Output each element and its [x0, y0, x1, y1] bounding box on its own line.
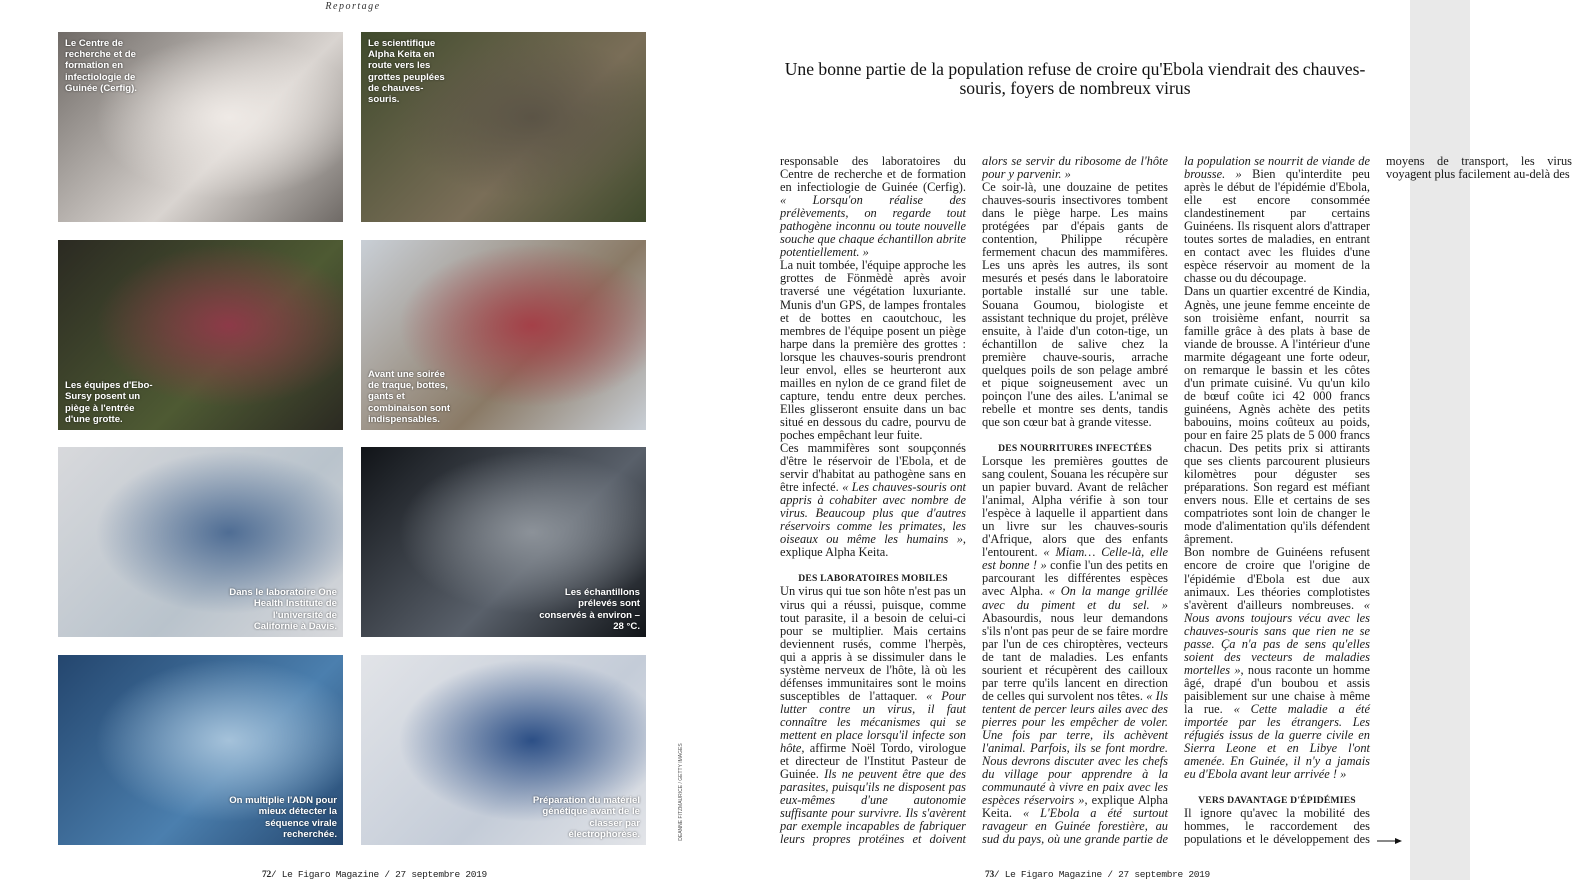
quote-text: « On la mange grillée avec du piment et du sel. »	[982, 584, 1168, 612]
photo	[361, 240, 646, 430]
body-text: Un virus qui tue son hôte n'est pas un virus qui a réussi, puisque, comme tout parasite, il a besoin de celui-ci pour se multiplier. Mais certains deviennent rusés, comme l'herpès, qui a appris à se dissimuler dans le système nerveux de l'hôte, là où les défenses immunitaires sont le moins susceptibles de l'attaquer.	[780, 584, 966, 703]
photo-caption: Le Centre de recherche et de formation en infectiologie de Guinée (Cerfig).	[65, 38, 137, 94]
quote-text: « Lorsqu'on réalise des prélèvements, on regarde tout pathogène inconnu ou toute nouvelle souche que chaque échantillon abrite potentiellement. »	[780, 193, 966, 260]
body-text: , explique Alpha Keita.	[982, 793, 1168, 821]
body-text: responsable des laboratoires du Centre de recherche et de formation en infectiologie de Guinée (Cerfig).	[780, 154, 966, 195]
body-text: , explique Alpha Keita.	[780, 532, 966, 560]
photo	[58, 240, 343, 430]
arrow-right-icon	[1377, 836, 1402, 846]
paragraph	[780, 442, 966, 559]
body-text: DES LABORATOIRES MOBILES	[798, 573, 948, 585]
quote-text: Ils ne peuvent être que des parasites, puisqu'ils ne disposent pas eux-mêmes d'une autonomie suffisante pour survivre. Ils s'avèrent par exemple incapables de fabriquer leurs propres protéines et doivent alors se servir du ribosome de l'hôte pour y parvenir. »	[780, 154, 1168, 847]
paragraph	[780, 155, 966, 259]
paragraph	[1184, 285, 1370, 546]
quote-text: « Les chauves-souris ont appris à cohabiter avec nombre de virus. Beaucoup plus que d'autres réservoirs comme les primates, les oiseaux ou même les humains »	[780, 480, 966, 547]
photo-caption: Dans le laboratoire One Health Institute de l'université de Californie à Davis.	[229, 587, 337, 632]
paragraph	[1184, 546, 1370, 781]
body-text: Il ignore qu'avec la mobilité des hommes, le raccordement des populations et le développement des moyens de transport, les virus voyagent plus facilement au-delà des	[1184, 154, 1572, 847]
quote-text: « Cette maladie a été importée par les étrangers. Les réfugiés issus de la guerre civile en Sierra Leone et en Libye l'ont amenée. En Guinée, il n'y a jamais eu d'Ebola avant leur arrivée ! »	[1184, 701, 1370, 782]
photo	[361, 447, 646, 637]
section-rubric: Reportage	[325, 1, 381, 12]
photo	[58, 447, 343, 637]
photo-credit: DEANNE FITZMAURICE / GETTY IMAGES	[678, 743, 684, 841]
headline: Une bonne partie de la population refuse de croire qu'Ebola viendrait des chauves-souris, foyers de nombreux virus	[784, 59, 1366, 98]
photo	[58, 655, 343, 845]
body-text: Ces mammifères sont soupçonnés d'être le réservoir de l'Ebola, et de servir d'habitat au pathogène sans en être infecté.	[780, 441, 966, 495]
quote-text: « Ils tentent de percer leurs ailes avec des pierres pour les empêcher de voler. Une fois par terre, ils achèvent l'animal. Parfois, ils se font mordre. Nous devrons discuter avec les chefs du village pour apprendre à la communauté à vivre en paix avec les espèces réservoirs »	[982, 688, 1168, 808]
photo-caption: Avant une soirée de traque, bottes, gants et combinaison sont indispensables.	[368, 368, 451, 425]
photo-caption: Préparation du matériel génétique avant de le classer par électrophorèse.	[532, 795, 640, 840]
photo	[361, 655, 646, 845]
photo	[361, 32, 646, 222]
body-text: Lorsque les premières gouttes de sang coulent, Souana les récupère sur un papier buvard. Avant de relâcher l'animal, Alpha vérifie à son tour l'espèce à laquelle il appartient dans un livre sur les chauves-souris d'Afrique, alors que des enfants l'entourent.	[982, 453, 1168, 560]
body-text: Bien qu'interdite peu après le début de l'épidémie d'Ebola, elle est encore consommée clandestinement par certains Guinéens. Ils risquent alors d'attraper toutes sortes de maladies, en entrant en contact avec les fluides d'une espèce réservoir au moment de la chasse ou du découpage.	[1184, 167, 1371, 286]
paragraph	[780, 259, 966, 442]
body-text: Bon nombre de Guinéens refusent encore de croire que l'origine de l'épidémie d'Ebola est due aux animaux. Les théories complotistes s'avèrent d'ailleurs nombreuses.	[1184, 545, 1370, 612]
body-text: VERS DAVANTAGE D'ÉPIDÉMIES	[1198, 795, 1356, 807]
body-text: La nuit tombée, l'équipe approche les grottes de Fönmèdè après avoir traversé une végétation luxuriante. Munis d'un GPS, de lampes frontales et de bottes en caoutchouc, les membres de l'équipe posent un piège harpe dans la première des grottes : lorsque les chauves-souris prendront leur envol, elles se heurteront aux mailles en nylon de ce grand filet de capture, tendu entre deux perches. Elles glisseront ensuite dans un bac situé en dessous du cadre, pourvu de poches empêchant leur fuite.	[780, 258, 966, 442]
photo-caption: Les échantillons prélevés sont conservés à environ – 28 °C.	[539, 587, 640, 632]
article-body	[780, 154, 1572, 851]
body-text: , nous raconte un homme âgé, drapé d'un boubou et assis paisiblement sur une chaise à même la rue.	[1184, 662, 1370, 716]
folio-left: 72/ Le Figaro Magazine / 27 septembre 2019	[262, 869, 487, 880]
body-text: Dans un quartier excentré de Kindia, Agnès, une jeune femme enceinte de son troisième enfant, nourrit sa famille grâce à des plats à base de viande de brousse. A l'intérieur d'une marmite dégageant une forte odeur, on remarque le bassin et les côtes d'un primate cuisiné. Vu qu'un kilo de bœuf coûte ici 42 000 francs guinéens, Agnès achète des petits babouins, moins coûteux au poids, pour en faire 25 plats de 5 000 francs chacun. Des petits prix si attirants que ses clients parcourent plusieurs kilomètres pour déguster ses préparations. Son regard est méfiant envers nous. Elle et certains de ses compatriotes sont loin de changer le mode d'alimentation qu'ils défendent âprement.	[1184, 284, 1370, 547]
photo	[58, 32, 343, 222]
paragraph	[982, 181, 1168, 429]
page-edge	[1410, 0, 1470, 880]
body-text: confie l'un des petits en parcourant les différentes espèces avec Alpha.	[982, 558, 1168, 599]
photo-caption: On multiplie l'ADN pour mieux détecter la séquence virale recherchée.	[229, 795, 337, 840]
body-text: DES NOURRITURES INFECTÉES	[998, 442, 1152, 454]
photo-caption: Le scientifique Alpha Keita en route vers les grottes peuplées de chauves-souris.	[368, 38, 445, 106]
quote-text: « Nous avons toujours vécu avec les chauves-souris sans que rien ne se passe. Ça n'a pas de sens qu'elles soient des vecteurs de maladies mortelles »	[1184, 597, 1370, 677]
body-text: Ce soir-là, une douzaine de petites chauves-souris insectivores tombent dans le piège harpe. Les mains protégées par d'épais gants de contention, Philippe récupère fermement chacun des mammifères. Les uns après les autres, ils sont mesurés et pesés dans le laboratoire portable installé sur une table. Souana Goumou, biologiste et assistant technique du projet, prélève ensuite, à l'aide d'un coton-tige, un échantillon de salive chez la première chauve-souris, arrache quelques poils de son pelage ambré et pique soigneusement avec un poinçon l'une des ailes. L'animal se rebelle et montre ses dents, tandis que son cœur bat à grande vitesse.	[982, 180, 1168, 429]
quote-text: « L'Ebola a été surtout ravageur en Guinée forestière, au sud du pays, où une grande partie de la population se nourrit de viande de brousse. »	[982, 154, 1370, 847]
photo-caption: Les équipes d'Ebo-Sursy posent un piège à l'entrée d'une grotte.	[65, 380, 153, 425]
body-text: affirme Noël Tordo, virologue et directeur de l'Institut Pasteur de Guinée.	[780, 741, 966, 782]
quote-text: « Miam… Celle-là, elle est bonne ! »	[982, 545, 1168, 573]
quote-text: « Pour lutter contre un virus, il faut connaître les mécanismes qui se mettent en place lorsqu'il infecte son hôte,	[780, 688, 966, 756]
body-text: Abasourdis, nous leur demandons s'ils n'ont pas peur de se faire mordre par l'un de ces chiroptères, vecteurs de tant de maladies. Les enfants sourient et récupèrent des cailloux par terre qu'ils lancent en direction de celles qui survolent nos têtes.	[982, 610, 1168, 703]
folio-right: 73/ Le Figaro Magazine / 27 septembre 2019	[985, 869, 1210, 880]
